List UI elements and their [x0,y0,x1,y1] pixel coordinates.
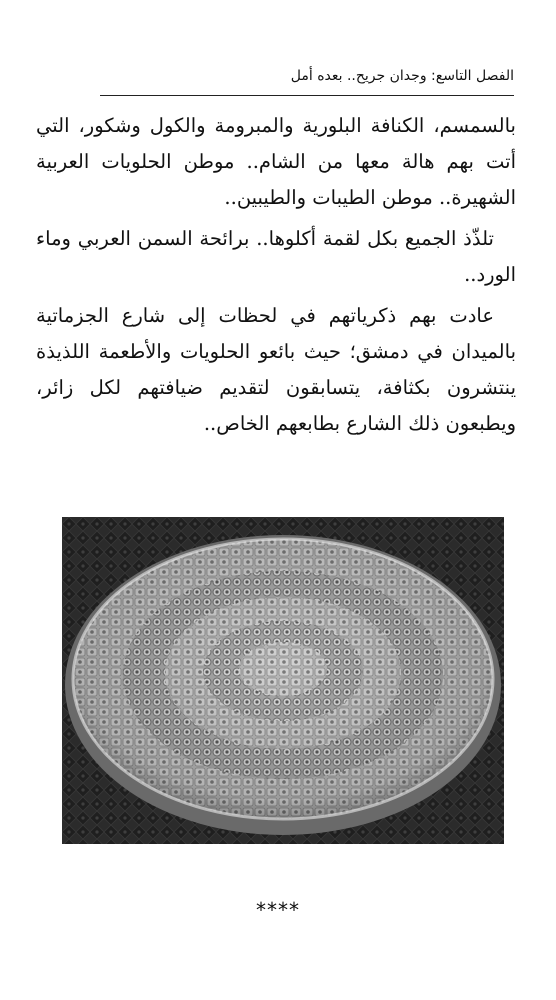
section-break-stars: **** [256,898,300,922]
paragraph-3: عادت بهم ذكرياتهم في لحظات إلى شارع الجزماتية بالميدان في دمشق؛ حيث بائعو الحلويات والأطعمة اللذيذة ينتشرون بكثافة، يتسابقون لتقديم ضيافتهم لكل زائر، ويطبعون ذلك الشارع بطابعهم الخاص.. [36,304,516,435]
sweets-platter-illustration [62,517,504,844]
running-header-title: الفصل التاسع: وجدان جريح.. بعده أمل [290,68,514,84]
sweets-platter-photo [62,517,504,844]
running-header [100,66,514,86]
paragraph-1: بالسمسم، الكنافة البلورية والمبرومة والكول وشكور، التي أتت بهم هالة معها من الشام.. موطن الحلويات العربية الشهيرة.. موطن الطيبات والطيبين.. [36,114,516,209]
header-divider [100,95,514,96]
body-text [36,108,516,447]
paragraph-2: تلذّذ الجميع بكل لقمة أكلوها.. برائحة السمن العربي وماء الورد.. [36,227,516,286]
